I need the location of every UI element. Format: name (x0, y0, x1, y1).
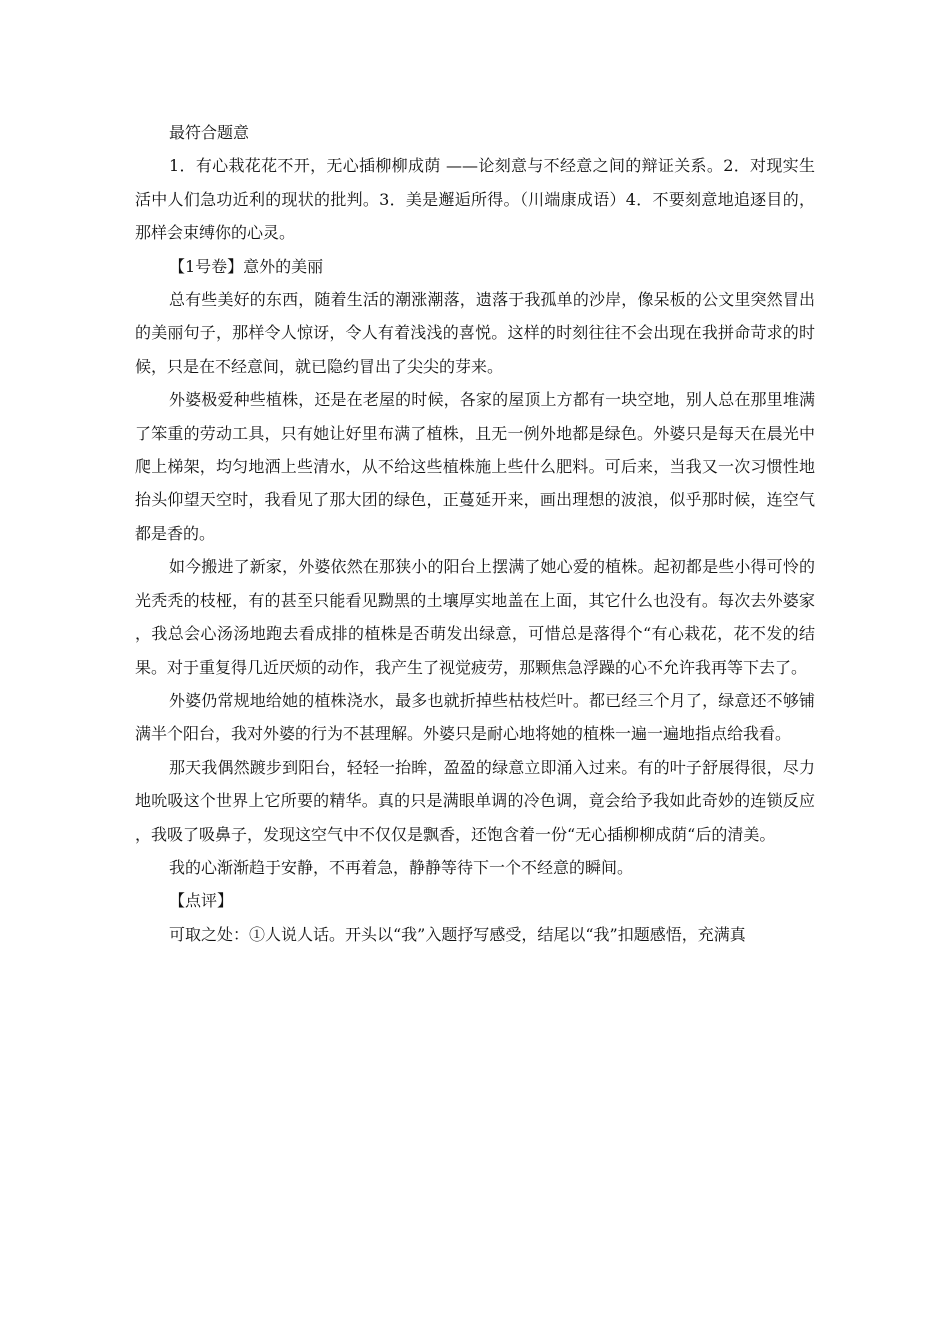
essay-paragraph-4: 外婆仍常规地给她的植株浇水，最多也就折掉些枯枝烂叶。都已经三个月了，绿意还不够铺满半个阳台，我对外婆的行为不甚理解。外婆只是耐心地将她的植株一遍一遍地指点给我看。 (135, 690, 815, 744)
essay-paragraph-1: 总有些美好的东西，随着生活的潮涨潮落，遗落于我孤单的沙岸，像呆板的公文里突然冒出的美丽句子，那样令人惊讶，令人有着浅浅的喜悦。这样的时刻往往不会出现在我拼命苛求的时候，只是在不经意间，就已隐约冒出了尖尖的芽来。 (135, 290, 815, 376)
answer-heading: 最符合题意 (169, 123, 250, 142)
essay-paragraph-2: 外婆极爱种些植株，还是在老屋的时候，各家的屋顶上方都有一块空地，别人总在那里堆满了笨重的劳动工具，只有她让好里布满了植株，且无一例外地都是绿色。外婆只是每天在晨光中爬上梯架，均匀地洒上些清水，从不给这些植株施上些什么肥料。可后来，当我又一次习惯性地抬头仰望天空时，我看见了那大团的绿色，正蔓延开来，画出理想的波浪，似乎那时候，连空气都是香的。 (135, 390, 815, 543)
essay-paragraph-5: 那天我偶然踱步到阳台，轻轻一抬眸，盈盈的绿意立即涌入过来。有的叶子舒展得很，尽力地吮吸这个世界上它所要的精华。真的只是满眼单调的冷色调，竟会给予我如此奇妙的连锁反应，我吸了吸鼻子，发现这空气中不仅仅是飘香，还饱含着一份“无心插柳柳成荫“后的清美。 (135, 757, 815, 844)
essay-paragraph-3: 如今搬进了新家，外婆依然在那狭小的阳台上摆满了她心爱的植株。起初都是些小得可怜的光秃秃的枝桠，有的甚至只能看见黝黑的土壤厚实地盖在上面，其它什么也没有。每次去外婆家，我总会心汤汤地跑去看成排的植株是否萌发出绿意，可惜总是落得个“有心栽花，花不发的结果。对于重复得几近厌烦的动作，我产生了视觉疲劳，那颗焦急浮躁的心不允许我再等下去了。 (135, 557, 815, 677)
essay-paragraph-6: 我的心渐渐趋于安静，不再着急，静静等待下一个不经意的瞬间。 (169, 857, 634, 877)
document-page (135, 116, 815, 951)
essay-title: 【1号卷】意外的美丽 (169, 256, 324, 276)
topic-list-paragraph: 1．有心栽花花不开，无心插柳柳成荫 ——论刻意与不经意之间的辩证关系。2．对现实生活中人们急功近利的现状的批判。3．美是邂逅所得。（川端康成语）4．不要刻意地追逐目的，那样会束缚你的心灵。 (135, 156, 815, 243)
comment-heading: 【点评】 (169, 891, 234, 911)
comment-paragraph: 可取之处：①人说人话。开头以“我”入题抒写感受，结尾以“我”扣题感悟，充满真 (169, 924, 746, 944)
